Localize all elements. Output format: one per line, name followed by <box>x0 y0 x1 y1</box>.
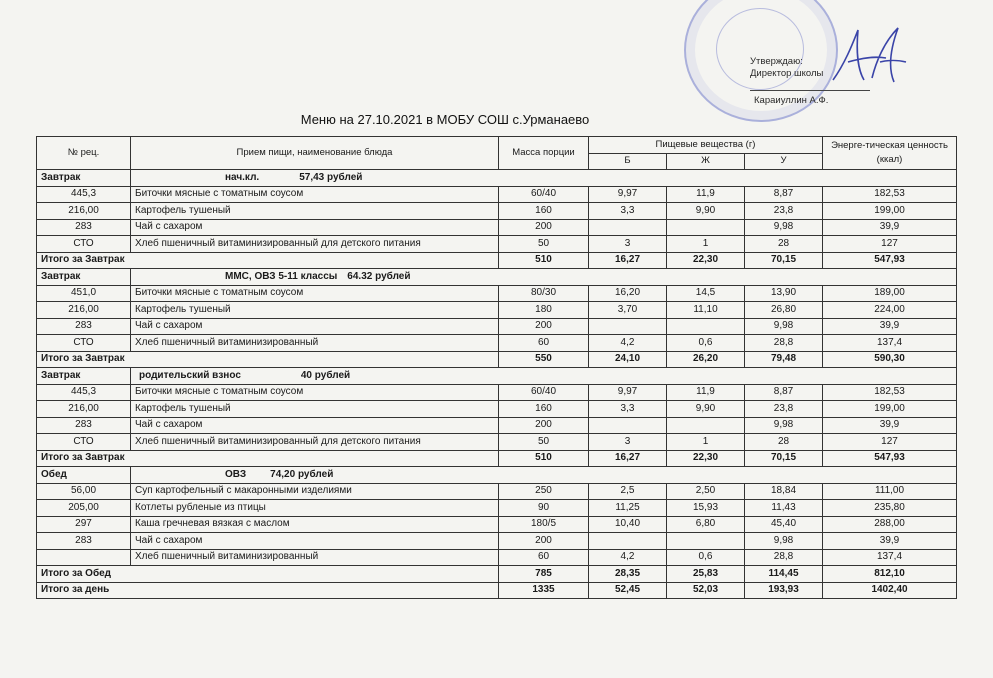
table-row: 451,0 Биточки мясные с томатным соусом 80/30 16,20 14,5 13,90 189,00 <box>37 285 957 302</box>
header-mass: Масса порции <box>499 137 589 170</box>
table-row: Хлеб пшеничный витаминизированный 60 4,2 0,6 28,8 137,4 <box>37 549 957 566</box>
approval-line-2: Директор школы <box>750 68 824 79</box>
total-row: Итого за Обед 785 28,35 25,83 114,45 812,10 <box>37 566 957 583</box>
section-header <box>37 467 957 484</box>
table-row: 283 Чай с сахаром 200 9,98 39,9 <box>37 533 957 550</box>
section-header <box>37 170 957 187</box>
section-info: нач.кл. 57,43 рублей <box>131 170 957 187</box>
table-row: 283 Чай с сахаром 200 9,98 39,9 <box>37 318 957 335</box>
section-meal: Завтрак <box>37 368 131 385</box>
table-row: 283 Чай с сахаром 200 9,98 39,9 <box>37 417 957 434</box>
table-row: 297 Каша гречневая вязкая с маслом 180/5 10,40 6,80 45,40 288,00 <box>37 516 957 533</box>
header-zh: Ж <box>667 153 745 170</box>
table-row: СТО Хлеб пшеничный витаминизированный для детского питания 50 3 1 28 127 <box>37 236 957 253</box>
day-total-row: Итого за день 1335 52,45 52,03 193,93 1402,40 <box>37 582 957 599</box>
header-nutrients: Пищевые вещества (г) <box>589 137 823 154</box>
table-row: 205,00 Котлеты рубленые из птицы 90 11,25 15,93 11,43 235,80 <box>37 500 957 517</box>
section-meal: Завтрак <box>37 269 131 286</box>
total-row: Итого за Завтрак 510 16,27 22,30 70,15 547,93 <box>37 252 957 269</box>
approval-line-3: Караиуллин А.Ф. <box>754 95 829 106</box>
header-u: У <box>745 153 823 170</box>
section-meal: Завтрак <box>37 170 131 187</box>
page-title: Меню на 27.10.2021 в МОБУ СОШ с.Урманаево <box>300 112 590 127</box>
director-signature <box>828 22 908 92</box>
section-meal: Обед <box>37 467 131 484</box>
menu-table <box>36 136 957 599</box>
table-row: 283 Чай с сахаром 200 9,98 39,9 <box>37 219 957 236</box>
header-rec: № рец. <box>37 137 131 170</box>
table-row: 56,00 Суп картофельный с макаронными изделиями 250 2,5 2,50 18,84 111,00 <box>37 483 957 500</box>
table-row: СТО Хлеб пшеничный витаминизированный для детского питания 50 3 1 28 127 <box>37 434 957 451</box>
header-energy: Энерге-тическая ценность (ккал) <box>823 137 957 170</box>
section-header <box>37 368 957 385</box>
total-row: Итого за Завтрак 550 24,10 26,20 79,48 590,30 <box>37 351 957 368</box>
approval-block <box>668 0 993 130</box>
table-row: 216,00 Картофель тушеный 180 3,70 11,10 26,80 224,00 <box>37 302 957 319</box>
section-info: ММС, ОВЗ 5-11 классы 64.32 рублей <box>131 269 957 286</box>
table-row: 445,3 Биточки мясные с томатным соусом 60/40 9,97 11,9 8,87 182,53 <box>37 384 957 401</box>
table-row: 216,00 Картофель тушеный 160 3,3 9,90 23,8 199,00 <box>37 203 957 220</box>
section-header <box>37 269 957 286</box>
table-row: 445,3 Биточки мясные с томатным соусом 60/40 9,97 11,9 8,87 182,53 <box>37 186 957 203</box>
table-header-row <box>37 137 957 154</box>
table-row: СТО Хлеб пшеничный витаминизированный 60 4,2 0,6 28,8 137,4 <box>37 335 957 352</box>
total-row: Итого за Завтрак 510 16,27 22,30 70,15 547,93 <box>37 450 957 467</box>
approval-line-1: Утверждаю: <box>750 56 803 67</box>
section-info: ОВЗ 74,20 рублей <box>131 467 957 484</box>
signature-line <box>750 90 870 91</box>
header-name: Прием пищи, наименование блюда <box>131 137 499 170</box>
table-row: 216,00 Картофель тушеный 160 3,3 9,90 23,8 199,00 <box>37 401 957 418</box>
section-info: родительский взнос 40 рублей <box>131 368 957 385</box>
header-b: Б <box>589 153 667 170</box>
